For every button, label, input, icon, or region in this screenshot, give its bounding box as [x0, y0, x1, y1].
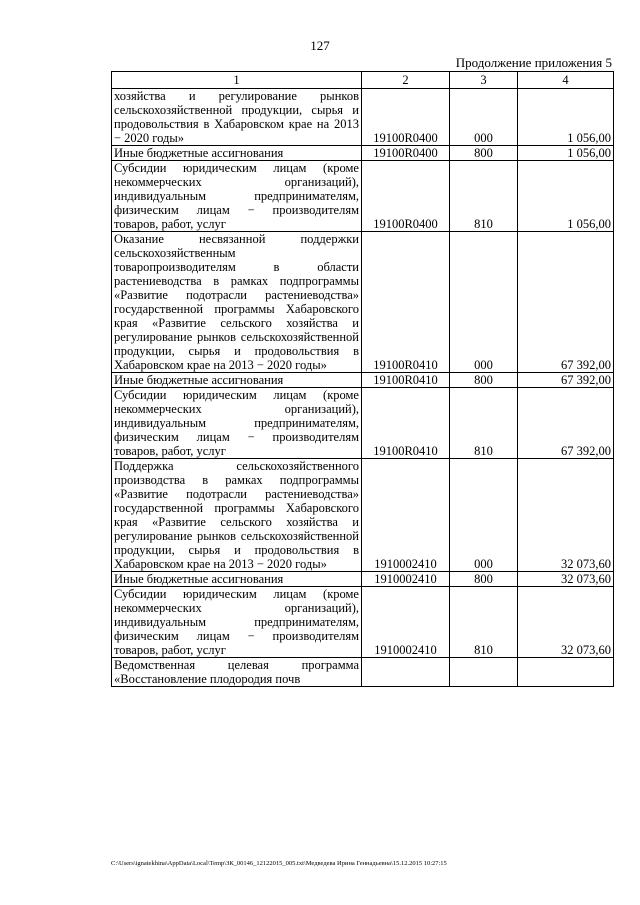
table-header-row [112, 72, 614, 89]
header-col-2: 2 [362, 72, 450, 89]
row-amount [518, 658, 614, 687]
row-type: 800 [450, 572, 518, 587]
row-amount: 32 073,60 [518, 587, 614, 658]
row-name: Субсидии юридическим лицам (кроме некоммерческих организаций), индивидуальным предпринимателям, физическим лицам − производителям товаров, работ, услуг [112, 388, 362, 459]
row-type: 810 [450, 388, 518, 459]
row-name: Субсидии юридическим лицам (кроме некоммерческих организаций), индивидуальным предпринимателям, физическим лицам − производителям товаров, работ, услуг [112, 587, 362, 658]
table-row [112, 146, 614, 161]
row-type: 000 [450, 89, 518, 146]
row-code: 1910002410 [362, 459, 450, 572]
table-row [112, 232, 614, 373]
row-amount: 67 392,00 [518, 388, 614, 459]
row-amount: 67 392,00 [518, 232, 614, 373]
header-col-1: 1 [112, 72, 362, 89]
table-row [112, 459, 614, 572]
file-path-footer: C:\Users\ignatekhina\AppData\Local\Temp\ЗК_00146_12122015_005.txt\Медведева Ирина Геннадьевна\15.12.2015 10:27:15 [111, 860, 447, 867]
table-row [112, 658, 614, 687]
row-name: Иные бюджетные ассигнования [112, 572, 362, 587]
page-number: 127 [310, 38, 330, 53]
row-amount: 32 073,60 [518, 459, 614, 572]
table-row [112, 587, 614, 658]
row-code: 1910002410 [362, 572, 450, 587]
row-code: 19100R0410 [362, 388, 450, 459]
row-code: 19100R0400 [362, 89, 450, 146]
budget-table [111, 71, 614, 687]
row-name: Поддержка сельскохозяйственного производства в рамках подпрограммы «Развитие подотрасли растениеводства» государственной программы Хабаровского края «Развитие сельского хозяйства и регулирование рынков сельскохозяйственной продукции, сырья и продовольствия в Хабаровском крае на 2013 − 2020 годы» [112, 459, 362, 572]
row-amount: 32 073,60 [518, 572, 614, 587]
row-type: 800 [450, 373, 518, 388]
row-code: 19100R0400 [362, 161, 450, 232]
row-name: хозяйства и регулирование рынков сельскохозяйственной продукции, сырья и продовольствия в Хабаровском крае на 2013 − 2020 годы» [112, 89, 362, 146]
row-code: 1910002410 [362, 587, 450, 658]
row-type: 810 [450, 161, 518, 232]
table-row [112, 572, 614, 587]
row-code [362, 658, 450, 687]
row-code: 19100R0400 [362, 146, 450, 161]
row-amount: 67 392,00 [518, 373, 614, 388]
table-row [112, 373, 614, 388]
header-col-4: 4 [518, 72, 614, 89]
appendix-continuation-label: Продолжение приложения 5 [455, 55, 612, 70]
row-name: Оказание несвязанной поддержки сельскохозяйственным товаропроизводителям в области растениеводства в рамках подпрограммы «Развитие подотрасли растениеводства» государственной программы Хабаровского края «Развитие сельского хозяйства и регулирование рынков сельскохозяйственной продукции, сырья и продовольствия в Хабаровском крае на 2013 − 2020 годы» [112, 232, 362, 373]
table-row [112, 161, 614, 232]
row-type: 000 [450, 459, 518, 572]
row-code: 19100R0410 [362, 373, 450, 388]
row-amount: 1 056,00 [518, 161, 614, 232]
row-code: 19100R0410 [362, 232, 450, 373]
table-row [112, 388, 614, 459]
row-type: 800 [450, 146, 518, 161]
row-name: Субсидии юридическим лицам (кроме некоммерческих организаций), индивидуальным предпринимателям, физическим лицам − производителям товаров, работ, услуг [112, 161, 362, 232]
row-amount: 1 056,00 [518, 89, 614, 146]
row-amount: 1 056,00 [518, 146, 614, 161]
row-name: Иные бюджетные ассигнования [112, 146, 362, 161]
row-type [450, 658, 518, 687]
row-type: 810 [450, 587, 518, 658]
row-type: 000 [450, 232, 518, 373]
table-row [112, 89, 614, 146]
header-col-3: 3 [450, 72, 518, 89]
row-name: Иные бюджетные ассигнования [112, 373, 362, 388]
row-name: Ведомственная целевая программа «Восстановление плодородия почв [112, 658, 362, 687]
